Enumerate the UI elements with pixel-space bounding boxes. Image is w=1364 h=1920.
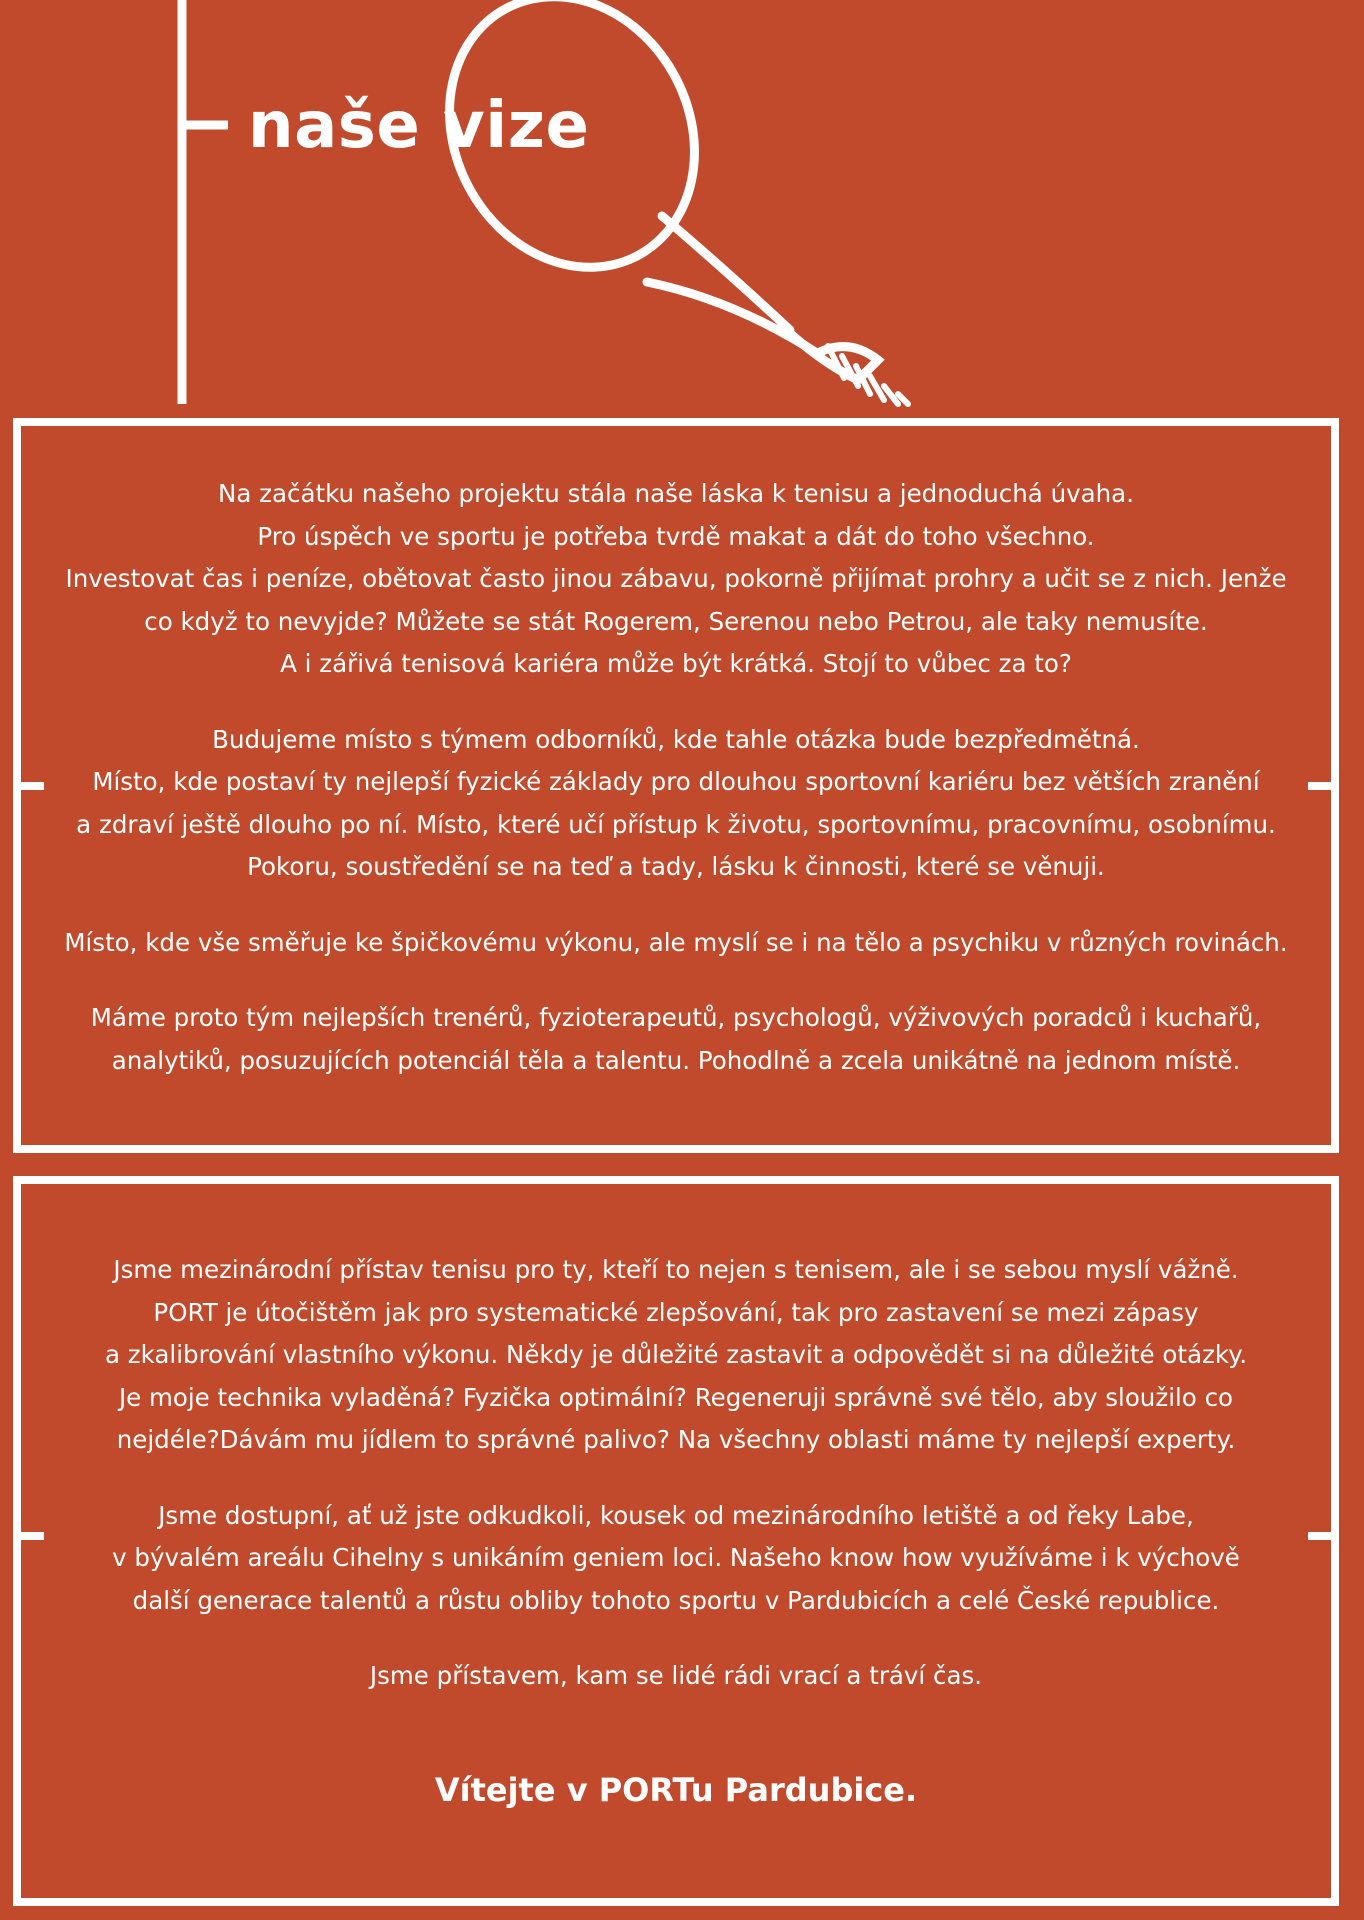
- paragraph: [41, 922, 1311, 965]
- text-line: a zkalibrování vlastního výkonu. Někdy je důležité zastavit a odpovědět si na důležité otázky.: [104, 1340, 1247, 1369]
- text-line: Jsme dostupní, ať už jste odkudkoli, kousek od mezinárodního letiště a od řeky Labe,: [158, 1500, 1194, 1530]
- port-text: [41, 1249, 1311, 1845]
- text-line: a zdraví ještě dlouho po ní. Místo, které učí přístup k životu, sportovnímu, pracovnímu, osobnímu.: [76, 809, 1276, 839]
- paragraph: [41, 1655, 1311, 1698]
- text-line: Místo, kde vše směřuje ke špičkovému výkonu, ale myslí se i na tělo a psychiku v různých rovinách.: [64, 927, 1288, 957]
- vision-box-intro: [13, 418, 1339, 1153]
- text-line: Jsme mezinárodní přístav tenisu pro ty, kteří to nejen s tenisem, ale i se sebou myslí vážně.: [113, 1255, 1239, 1284]
- text-line: další generace talentů a růstu obliby tohoto sportu v Pardubicích a celé České republice.: [132, 1585, 1220, 1615]
- paragraph: [41, 997, 1311, 1082]
- tennis-racket-icon: [403, 0, 908, 404]
- text-line: v bývalém areálu Cihelny s unikáním geniem loci. Našeho know how využíváme i k výchově: [112, 1543, 1240, 1572]
- text-line: nejdéle?Dávám mu jídlem to správné palivo? Na všechny oblasti máme ty nejlepší experty.: [116, 1425, 1236, 1454]
- text-line: Je moje technika vyladěná? Fyzička optimální? Regeneruji správně své tělo, aby sloužilo co: [118, 1382, 1234, 1412]
- text-line: Pokoru, soustředění se na teď a tady, lásku k činnosti, které se věnuji.: [247, 852, 1105, 881]
- text-line: co když to nevyjde? Můžete se stát Rogerem, Serenou nebo Petrou, ale taky nemusíte.: [144, 606, 1208, 636]
- text-line: Investovat čas i peníze, obětovat často jinou zábavu, pokorně přijímat prohry a učit se z nich. Jenže: [65, 564, 1287, 593]
- paragraph: [41, 719, 1311, 889]
- vision-box-port: [13, 1176, 1339, 1906]
- intro-text: [41, 473, 1311, 1115]
- text-line: PORT je útočištěm jak pro systematické zlepšování, tak pro zastavení se mezi zápasy: [153, 1297, 1199, 1327]
- text-line: Jsme přístavem, kam se lidé rádi vrací a tráví čas.: [369, 1661, 983, 1690]
- page-title: naše vize: [248, 89, 590, 163]
- text-line: analytiků, posuzujících potenciál těla a talentu. Pohodlně a zcela unikátně na jednom místě.: [111, 1045, 1241, 1075]
- text-line: Na začátku našeho projektu stála naše láska k tenisu a jednoduchá úvaha.: [218, 479, 1134, 508]
- text-line: Máme proto tým nejlepších trenérů, fyzioterapeutů, psychologů, výživových poradců i kuchařů,: [90, 1003, 1262, 1032]
- closing-welcome: Vítejte v PORTu Pardubice.: [434, 1770, 918, 1809]
- text-line: Budujeme místo s týmem odborníků, kde tahle otázka bude bezpředmětná.: [212, 724, 1140, 754]
- text-line: A i zářivá tenisová kariéra může být krátká. Stojí to vůbec za to?: [280, 649, 1072, 678]
- paragraph: [41, 1495, 1311, 1623]
- text-line: Pro úspěch ve sportu je potřeba tvrdě makat a dát do toho všechno.: [257, 521, 1095, 551]
- paragraph: [41, 473, 1311, 686]
- text-line: Místo, kde postaví ty nejlepší fyzické základy pro dlouhou sportovní kariéru bez větších zranění: [92, 767, 1260, 796]
- paragraph: [41, 1249, 1311, 1462]
